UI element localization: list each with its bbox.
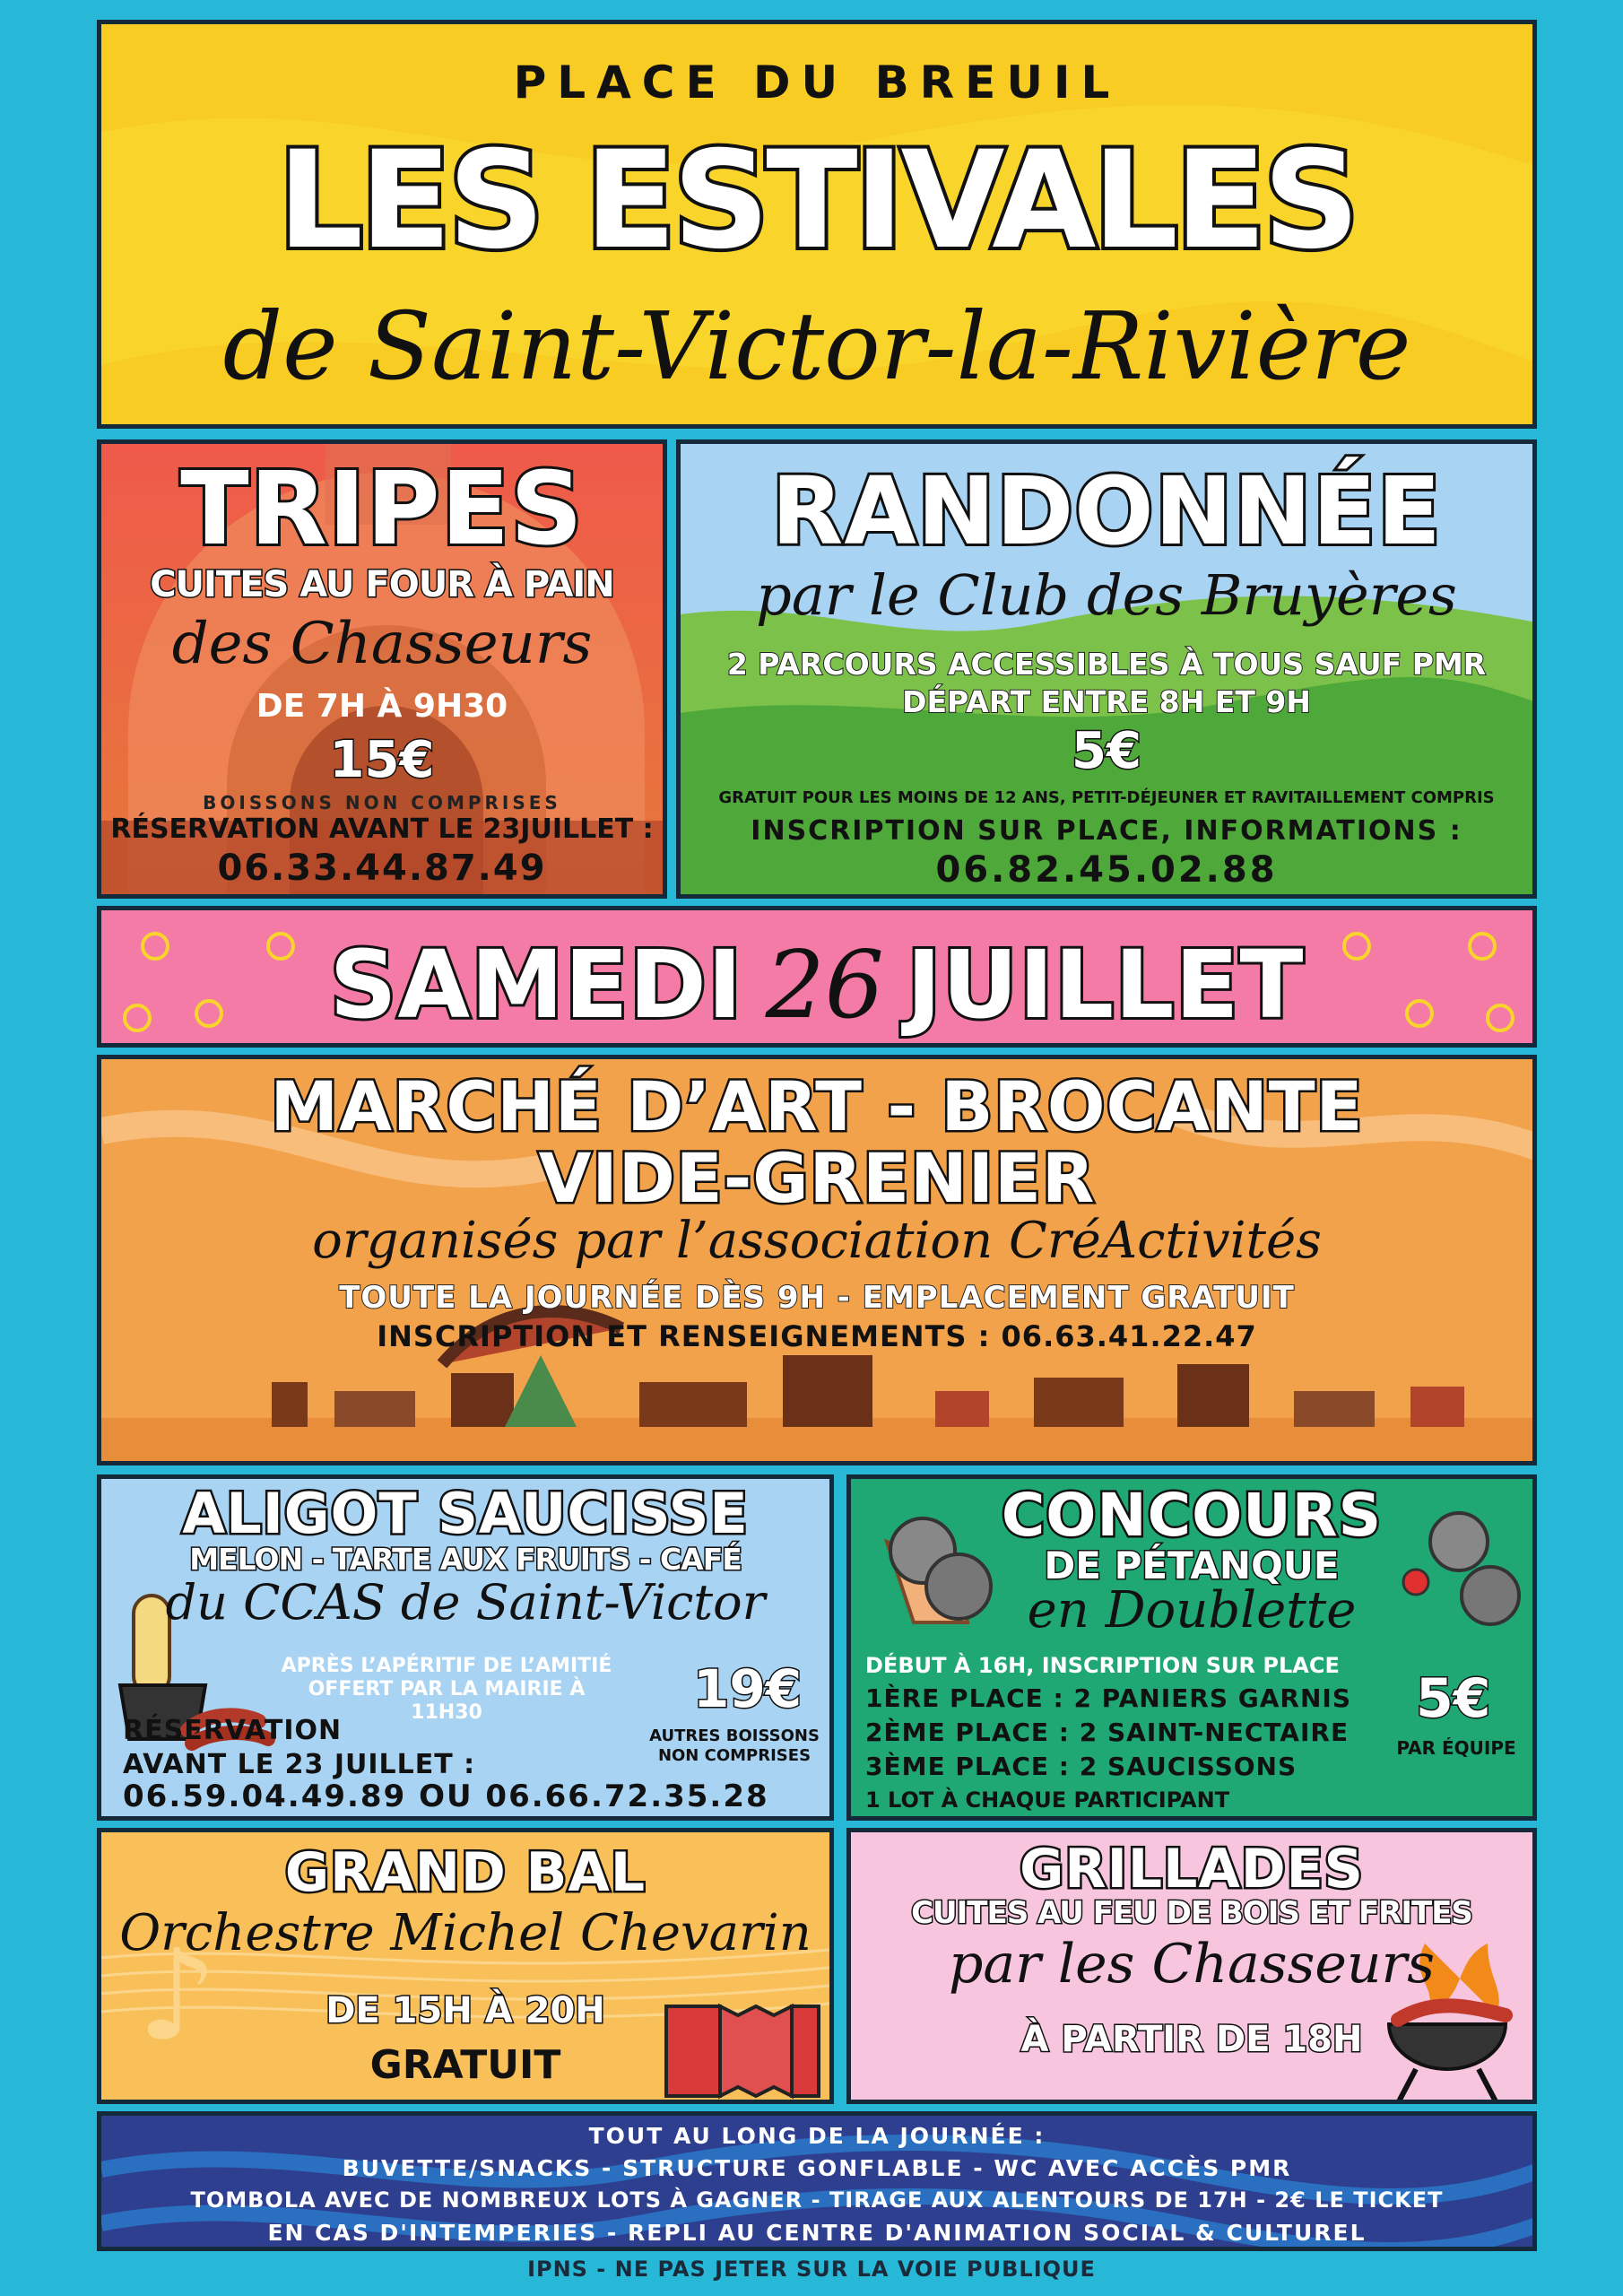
grillades-panel [846, 1828, 1537, 2104]
concours-prize4: 1 LOT À CHAQUE PARTICIPANT [865, 1787, 1230, 1813]
marche-script: organisés par l’association CréActivités [312, 1212, 1322, 1270]
bal-free: GRATUIT [369, 2042, 561, 2088]
footer-line3: EN CAS D'INTEMPERIES - REPLI AU CENTRE D'ANIMATION SOCIAL & CULTUREL [267, 2220, 1367, 2246]
marche-title1: MARCHÉ D’ART - BROCANTE [270, 1066, 1364, 1146]
randonnee-script: par le Club des Bruyères [756, 562, 1457, 628]
marche-title2: VIDE-GRENIER [538, 1138, 1096, 1218]
concours-prize3: 3ÈME PLACE : 2 SAUCISSONS [865, 1752, 1298, 1781]
concours-price-note: PAR ÉQUIPE [1396, 1737, 1516, 1759]
svg-text:♪: ♪ [137, 1923, 218, 2069]
header-panel [97, 20, 1537, 429]
randonnee-price: 5€ [1072, 722, 1141, 780]
aligot-note-line2: NON COMPRISES [657, 1746, 812, 1765]
aligot-reservation [123, 1714, 475, 1782]
header-place: PLACE DU BREUIL [513, 57, 1121, 109]
bal-title: GRAND BAL [284, 1841, 647, 1904]
tripes-price: 15€ [329, 731, 435, 789]
randonnee-info: INSCRIPTION SUR PLACE, INFORMATIONS : [751, 815, 1462, 847]
tripes-note: BOISSONS NON COMPRISES [203, 792, 561, 813]
tripes-panel [97, 439, 667, 899]
bal-panel [97, 1828, 834, 2104]
legal-notice: IPNS - NE PAS JETER SUR LA VOIE PUBLIQUE [527, 2257, 1096, 2282]
marche-line1: TOUTE LA JOURNÉE DÈS 9H - EMPLACEMENT GRATUIT [339, 1280, 1295, 1316]
randonnee-note: GRATUIT POUR LES MOINS DE 12 ANS, PETIT-DÉJEUNER ET RAVITAILLEMENT COMPRIS [718, 788, 1495, 807]
concours-start: DÉBUT À 16H, INSCRIPTION SUR PLACE [865, 1653, 1340, 1678]
aligot-price: 19€ [693, 1658, 803, 1719]
header-subtitle: de Saint-Victor-la-Rivière [222, 291, 1411, 401]
aligot-script: du CCAS de Saint-Victor [165, 1574, 766, 1631]
date-number: 26 [765, 930, 884, 1039]
tripes-script: des Chasseurs [171, 611, 593, 677]
concours-panel [846, 1474, 1537, 1821]
date-month: JUILLET [907, 930, 1305, 1039]
header-title: LES ESTIVALES [277, 123, 1357, 279]
aligot-phones: 06.59.04.49.89 OU 06.66.72.35.28 [123, 1779, 769, 1814]
grillades-title: GRILLADES [1020, 1838, 1364, 1900]
randonnee-title: RANDONNÉE [771, 457, 1442, 566]
date-line [101, 930, 1532, 1039]
concours-prize1: 1ÈRE PLACE : 2 PANIERS GARNIS [865, 1683, 1351, 1713]
tripes-reservation: RÉSERVATION AVANT LE 23JUILLET : [110, 813, 654, 845]
aligot-title: ALIGOT SAUCISSE [182, 1481, 749, 1546]
aligot-aperitif-line1: APRÈS L’APÉRITIF DE L’AMITIÉ [281, 1655, 612, 1677]
concours-price: 5€ [1416, 1667, 1491, 1730]
footer-panel [97, 2111, 1537, 2251]
grillades-script: par les Chasseurs [948, 1933, 1436, 1996]
marche-panel [97, 1055, 1537, 1465]
tripes-line1: CUITES AU FOUR À PAIN [150, 564, 614, 605]
footer-line1: BUVETTE/SNACKS - STRUCTURE GONFLABLE - WC AVEC ACCÈS PMR [342, 2155, 1292, 2181]
tripes-time: DE 7H À 9H30 [256, 688, 508, 725]
concours-details [865, 1649, 1351, 1816]
concours-line1: DE PÉTANQUE [1044, 1544, 1340, 1587]
aligot-aperitif-line2: OFFERT PAR LA MAIRIE À 11H30 [308, 1678, 586, 1724]
randonnee-line2: DÉPART ENTRE 8H ET 9H [902, 684, 1311, 719]
aligot-res-line1: RÉSERVATION [123, 1715, 343, 1746]
tripes-phone: 06.33.44.87.49 [217, 848, 547, 889]
grillades-line1: CUITES AU FEU DE BOIS ET FRITES [911, 1895, 1472, 1931]
concours-title: CONCOURS [1001, 1481, 1383, 1550]
grillades-time: À PARTIR DE 18H [1020, 2019, 1363, 2060]
randonnee-phone: 06.82.45.02.88 [935, 849, 1278, 891]
bal-script: Orchestre Michel Chevarin [119, 1904, 812, 1962]
aligot-note [639, 1726, 829, 1766]
footer-heading: TOUT AU LONG DE LA JOURNÉE : [588, 2123, 1046, 2149]
date-day: SAMEDI [329, 930, 743, 1039]
aligot-panel [97, 1474, 834, 1821]
aligot-note-line1: AUTRES BOISSONS [649, 1726, 820, 1745]
tripes-title: TRIPES [180, 451, 584, 568]
concours-script: en Doublette [1027, 1581, 1357, 1639]
randonnee-line1: 2 PARCOURS ACCESSIBLES À TOUS SAUF PMR [726, 647, 1487, 682]
bal-time: DE 15H À 20H [325, 1990, 605, 2031]
randonnee-panel [676, 439, 1537, 899]
concours-prize2: 2ÈME PLACE : 2 SAINT-NECTAIRE [865, 1718, 1350, 1747]
aligot-line1: MELON - TARTE AUX FRUITS - CAFÉ [189, 1542, 742, 1577]
date-panel [97, 906, 1537, 1048]
footer-line2: TOMBOLA AVEC DE NOMBREUX LOTS À GAGNER - TIRAGE AUX ALENTOURS DE 17H - 2€ LE TICKET [190, 2187, 1444, 2213]
marche-line2: INSCRIPTION ET RENSEIGNEMENTS : 06.63.41.22.47 [377, 1319, 1257, 1353]
aligot-res-line2: AVANT LE 23 JUILLET : [123, 1749, 476, 1780]
